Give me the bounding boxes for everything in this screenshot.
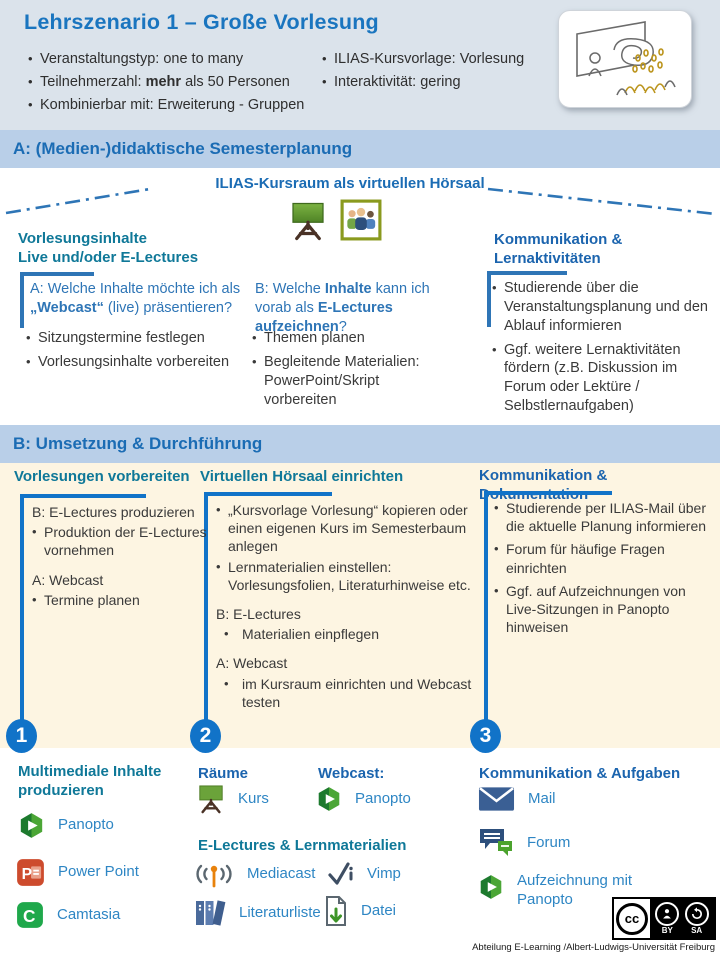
panopto-icon bbox=[316, 786, 342, 812]
tool-mediacast bbox=[194, 860, 315, 888]
intro-right-list bbox=[322, 50, 542, 96]
tool-label: Literaturliste bbox=[239, 903, 321, 921]
tool-label: Panopto bbox=[58, 816, 114, 834]
file-download-icon bbox=[324, 896, 348, 926]
cc-sa-icon: SA bbox=[685, 902, 709, 935]
svg-text:C: C bbox=[23, 906, 36, 926]
cc-by-icon: BY bbox=[655, 902, 679, 935]
tool-aufzeichnung-panopto bbox=[478, 872, 632, 910]
bullet-icon: • bbox=[494, 541, 499, 557]
intro-section bbox=[0, 0, 720, 130]
bullet-icon: • bbox=[28, 97, 33, 113]
col3-header: Kommunikation & Dokumentation bbox=[479, 467, 608, 504]
tool-powerpoint bbox=[16, 858, 139, 887]
list-item: • Veranstaltungstyp: one to many bbox=[28, 51, 244, 67]
list-item: • Sitzungstermine festlegen bbox=[26, 330, 205, 346]
powerpoint-icon bbox=[16, 858, 45, 887]
bullet-icon: • bbox=[322, 51, 327, 66]
tool-camtasia bbox=[16, 901, 120, 929]
list-item: • Teilnehmerzahl: mehr als 50 Personen bbox=[28, 74, 290, 91]
tool-panopto bbox=[18, 812, 114, 839]
tool-label: Mediacast bbox=[247, 864, 316, 882]
list-item: • Vorlesungsinhalte vorbereiten bbox=[26, 353, 230, 370]
question-b-bullets bbox=[252, 329, 448, 414]
tools-webcast-header: Webcast: bbox=[318, 765, 385, 782]
list-item: • Materialien einpflegen bbox=[224, 626, 379, 643]
bullet-icon: • bbox=[494, 500, 499, 515]
col2-header: Virtuellen Hörsaal einrichten bbox=[200, 468, 404, 485]
cc-icon: cc bbox=[614, 899, 650, 938]
step-3-badge: 3 bbox=[470, 719, 501, 753]
list-item: • Studierende über die Veranstaltungsplanung und den Ablauf informieren bbox=[492, 280, 708, 334]
bullet-icon: • bbox=[28, 74, 33, 90]
section-a-subtitle: ILIAS-Kursraum als virtuellen Hörsaal bbox=[215, 175, 485, 192]
section-a-right-header: Kommunikation & Lernaktivitäten bbox=[494, 231, 623, 268]
tool-vimp bbox=[328, 862, 401, 886]
bullet-icon: • bbox=[224, 626, 229, 642]
tool-label: Datei bbox=[361, 901, 397, 919]
bullet-icon: • bbox=[216, 558, 221, 574]
bullet-icon: • bbox=[494, 582, 499, 598]
section-a-header: A: (Medien-)didaktische Semesterplanung bbox=[0, 130, 720, 168]
tools-electures-header: E-Lectures & Lernmaterialien bbox=[198, 837, 407, 854]
footer-credit: Abteilung E-Learning /Albert-Ludwigs-Universität Freiburg bbox=[472, 942, 715, 953]
bullet-icon: • bbox=[492, 341, 497, 357]
list-item: • im Kursraum einrichten und Webcast testen bbox=[224, 675, 472, 710]
col2-content: • „Kursvorlage Vorlesung“ kopieren oder einen eigenen Kurs im Semesterbaum anlegen • Lernmaterialien einstellen: Vorlesungsfolien, Literaturhinweise etc. B: E-Lectures • Materialien einpflegen A: Webcast • im Kursraum einrichten und Webcast testen bbox=[216, 501, 476, 716]
tool-label: Vimp bbox=[367, 864, 401, 882]
list-item: • ILIAS-Kursvorlage: Vorlesung bbox=[322, 51, 525, 67]
question-a-bullets bbox=[26, 329, 254, 377]
bullet-icon: • bbox=[224, 675, 229, 691]
col3-content bbox=[494, 499, 714, 641]
list-item: • Produktion der E-Lectures vornehmen bbox=[32, 524, 207, 559]
course-board-icon bbox=[197, 784, 225, 814]
list-item: • Ggf. auf Aufzeichnungen von Live-Sitzungen in Panopto hinweisen bbox=[494, 582, 686, 636]
camtasia-icon bbox=[16, 901, 44, 929]
step-2-badge: 2 bbox=[190, 719, 221, 753]
question-a: A: Welche Inhalte möchte ich als „Webcast“ (live) präsentieren? bbox=[30, 281, 241, 316]
list-item: • Interaktivität: gering bbox=[322, 74, 461, 91]
cc-license-badge bbox=[612, 897, 716, 940]
tool-label: Power Point bbox=[58, 863, 139, 881]
tool-forum bbox=[478, 827, 570, 859]
svg-text:P: P bbox=[21, 866, 32, 884]
lecture-sketch-icon bbox=[558, 10, 692, 108]
list-item: • Themen planen bbox=[252, 330, 365, 346]
list-item: • Forum für häufige Fragen einrichten bbox=[494, 541, 665, 576]
course-members-icon bbox=[340, 199, 382, 241]
tool-label: Mail bbox=[528, 789, 556, 807]
tool-webcast-panopto bbox=[316, 786, 411, 812]
tool-datei bbox=[324, 896, 396, 926]
list-item: • Studierende per ILIAS-Mail über die aktuelle Planung informieren bbox=[494, 500, 707, 535]
forum-icon bbox=[478, 827, 514, 859]
list-item: • Begleitende Materialien: PowerPoint/Skript vorbereiten bbox=[252, 353, 420, 408]
mail-icon bbox=[478, 786, 515, 812]
vimp-icon bbox=[328, 862, 354, 886]
section-b-header: B: Umsetzung & Durchführung bbox=[0, 425, 720, 463]
list-item: • „Kursvorlage Vorlesung“ kopieren oder einen eigenen Kurs im Semesterbaum anlegen bbox=[216, 502, 468, 555]
panopto-icon bbox=[478, 874, 504, 900]
question-b: B: Welche Inhalte kann ich vorab als E-Lectures aufzeichnen? bbox=[255, 281, 430, 335]
tool-label: Aufzeichnung mit Panopto bbox=[517, 872, 633, 908]
section-a-left-header: Vorlesungsinhalte Live und/oder E-Lectures bbox=[18, 230, 199, 267]
list-item: • Ggf. weitere Lernaktivitäten fördern (z.B. Diskussion im Forum oder Lektüre / Selbstlernaufgaben) bbox=[492, 341, 681, 415]
col1-content: B: E-Lectures produzieren • Produktion der E-Lectures vornehmen A: Webcast • Termine planen bbox=[32, 504, 207, 608]
list-item: • Lernmaterialien einstellen: Vorlesungsfolien, Literaturhinweise etc. bbox=[216, 558, 471, 593]
bullet-icon: • bbox=[322, 74, 327, 90]
bullet-icon: • bbox=[32, 591, 37, 607]
bullet-icon: • bbox=[26, 330, 31, 345]
tool-mail bbox=[478, 786, 556, 812]
bullet-icon: • bbox=[252, 353, 257, 369]
books-icon bbox=[194, 899, 226, 927]
intro-left-list bbox=[28, 50, 328, 119]
board-icon bbox=[289, 201, 327, 241]
step-1-badge: 1 bbox=[6, 719, 37, 753]
tools-communication-header: Kommunikation & Aufgaben bbox=[479, 765, 681, 782]
bullet-icon: • bbox=[32, 524, 37, 540]
mediacast-icon bbox=[194, 860, 234, 888]
tool-label: Forum bbox=[527, 833, 571, 851]
bullet-icon: • bbox=[216, 502, 221, 517]
section-a-right-bullets bbox=[492, 279, 716, 421]
panopto-icon bbox=[18, 812, 45, 839]
page-title: Lehrszenario 1 – Große Vorlesung bbox=[24, 10, 379, 34]
list-item: • Termine planen bbox=[32, 591, 140, 608]
bullet-icon: • bbox=[28, 51, 33, 66]
bullet-icon: • bbox=[492, 280, 497, 295]
tool-label: Panopto bbox=[355, 789, 411, 807]
tool-literaturliste bbox=[194, 899, 321, 927]
tool-label: Kurs bbox=[238, 789, 269, 807]
list-item: • Kombinierbar mit: Erweiterung - Gruppen bbox=[28, 97, 305, 114]
tools-produce-header: Multimediale Inhalte produzieren bbox=[18, 763, 162, 800]
tools-rooms-header: Räume bbox=[198, 765, 249, 782]
tool-kurs bbox=[197, 784, 269, 814]
bullet-icon: • bbox=[26, 353, 31, 369]
tool-label: Camtasia bbox=[57, 905, 121, 923]
bullet-icon: • bbox=[252, 330, 257, 345]
col1-header: Vorlesungen vorbereiten bbox=[14, 468, 190, 485]
